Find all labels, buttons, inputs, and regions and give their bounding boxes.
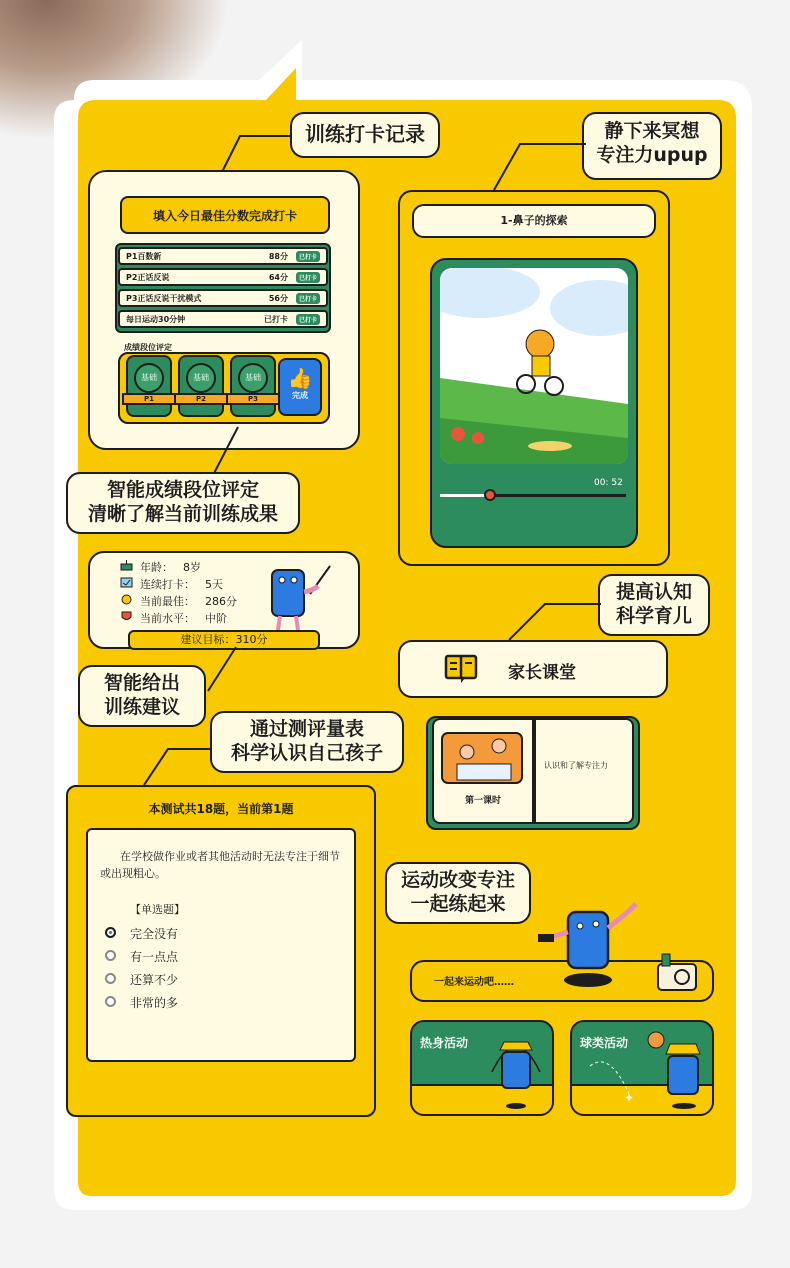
headline-meditate [582, 112, 722, 180]
mascot-jumprope-icon [486, 1032, 546, 1112]
sport-banner-text: 一起来运动吧…… [434, 977, 514, 988]
checked-badge: 已打卡 [296, 251, 320, 262]
badge-name: 基础 [186, 363, 216, 393]
headline-line: 智能成绩段位评定 [106, 479, 259, 501]
calendar-icon [120, 577, 133, 588]
profile-level [140, 610, 227, 626]
info-label: 年龄： [140, 561, 173, 574]
headline-line: 通过测评量表 [249, 718, 364, 740]
warmup-label: 热身活动 [420, 1036, 469, 1050]
target-text: 建议目标：310分 [180, 633, 268, 646]
headline-sport [385, 862, 531, 924]
quiz-option[interactable] [130, 948, 178, 965]
connector-line [140, 745, 215, 790]
quiz-question: 在学校做作业或者其他活动时无法专注于细节或出现粗心。 [100, 850, 340, 880]
previous-icon[interactable]: |◀ [462, 510, 490, 538]
book-icon [444, 654, 478, 684]
connector-line [200, 645, 250, 695]
pause-icon[interactable]: ❚❚ [522, 510, 563, 538]
radio-icon[interactable] [105, 950, 116, 961]
level-badge [230, 355, 276, 417]
lesson-image [441, 732, 523, 784]
checkin-row [118, 310, 328, 328]
warmup-card[interactable] [410, 1020, 554, 1116]
time-readout: 00: 52 [594, 478, 623, 488]
row-score: 64分 [268, 272, 288, 282]
ball-card[interactable] [570, 1020, 714, 1116]
radio-icon [656, 950, 700, 992]
option-label: 非常的多 [130, 996, 179, 1010]
row-score: 56分 [268, 293, 288, 303]
medal-icon [120, 594, 133, 605]
checkin-title [120, 196, 330, 234]
scene-image [440, 268, 628, 464]
info-value: 5天 [205, 578, 223, 591]
done-button[interactable] [278, 358, 322, 416]
radio-icon[interactable] [105, 973, 116, 984]
option-label: 完全没有 [130, 927, 179, 941]
badge-name: 基础 [134, 363, 164, 393]
checkin-row [118, 247, 328, 265]
checked-badge: 已打卡 [296, 272, 320, 283]
profile-best [140, 593, 237, 609]
quiz-option[interactable] [130, 971, 178, 988]
thumbs-up-icon: 👍 [287, 366, 313, 390]
radio-selected-icon[interactable] [105, 927, 116, 938]
headline-line: 训练建议 [103, 695, 180, 718]
checkin-title-text: 填入今日最佳分数完成打卡 [152, 208, 297, 223]
headline-text: 训练打卡记录 [305, 122, 425, 146]
checked-badge: 已打卡 [296, 293, 320, 304]
headline-training-record [290, 112, 440, 158]
headline-suggest [78, 665, 206, 727]
info-value: 286分 [205, 595, 237, 608]
done-label: 完成 [292, 391, 308, 400]
info-label: 当前最佳： [140, 595, 195, 608]
headline-line: 一起练起来 [410, 892, 506, 915]
headline-line: 清晰了解当前训练成果 [87, 502, 278, 525]
headline-line: 智能给出 [103, 672, 180, 694]
headline-line: 科学育儿 [615, 604, 692, 627]
row-name: P1百数新 [126, 251, 162, 261]
option-label: 有一点点 [130, 950, 179, 964]
svg-text:✦: ✦ [624, 1091, 635, 1105]
info-value: 8岁 [183, 561, 201, 574]
row-score: 88分 [268, 251, 288, 261]
info-value: 中阶 [205, 612, 227, 625]
lesson-label: 第一课时 [464, 796, 501, 806]
info-label: 连续打卡： [140, 578, 195, 591]
cake-icon [120, 560, 133, 571]
shield-icon [120, 611, 133, 622]
connector-line [505, 600, 605, 645]
parent-class-title: 家长课堂 [508, 663, 576, 683]
level-badge [126, 355, 172, 417]
headline-line: 专注力upup [596, 143, 708, 166]
headline-assess [210, 711, 404, 773]
headline-level [66, 472, 300, 534]
profile-age [140, 559, 201, 575]
row-name: P2正话反说 [126, 272, 170, 282]
quiz-type: 【单选题】 [130, 903, 185, 916]
info-label: 当前水平： [140, 612, 195, 625]
lesson-desc: 认识和了解专注力 [544, 761, 608, 770]
row-score: 已打卡 [263, 314, 288, 324]
quiz-option[interactable] [130, 994, 178, 1011]
ball-label: 球类活动 [580, 1036, 629, 1050]
track-title [412, 204, 656, 238]
row-name: 每日运动30分钟 [126, 314, 186, 324]
option-label: 还算不少 [130, 973, 179, 987]
headline-parent [598, 574, 710, 636]
profile-streak [140, 576, 223, 592]
badge-name: 基础 [238, 363, 268, 393]
connector-line [490, 140, 590, 195]
headline-line: 运动改变专注 [400, 869, 515, 891]
progress-fill [440, 494, 490, 497]
checkin-row [118, 268, 328, 286]
level-badge [178, 355, 224, 417]
checked-badge: 已打卡 [296, 314, 320, 325]
mascot-dumbbell-icon [538, 884, 648, 994]
row-name: P3正话反说干扰模式 [126, 293, 202, 303]
badge-p: P3 [226, 393, 280, 405]
quiz-option[interactable] [130, 925, 178, 942]
track-name: 1-鼻子的探索 [500, 214, 568, 227]
checkin-row [118, 289, 328, 307]
radio-icon[interactable] [105, 996, 116, 1007]
badge-p: P2 [174, 393, 228, 405]
headline-line: 提高认知 [615, 581, 692, 603]
mascot-basketball-icon [586, 1030, 712, 1114]
level-label: 成绩段位评定 [124, 343, 172, 352]
next-icon[interactable]: ▶| [584, 510, 612, 538]
headline-line: 科学认识自己孩子 [230, 741, 383, 764]
headline-line: 静下来冥想 [604, 120, 700, 142]
badge-p: P1 [122, 393, 176, 405]
quiz-header: 本测试共18题，当前第1题 [148, 802, 294, 816]
